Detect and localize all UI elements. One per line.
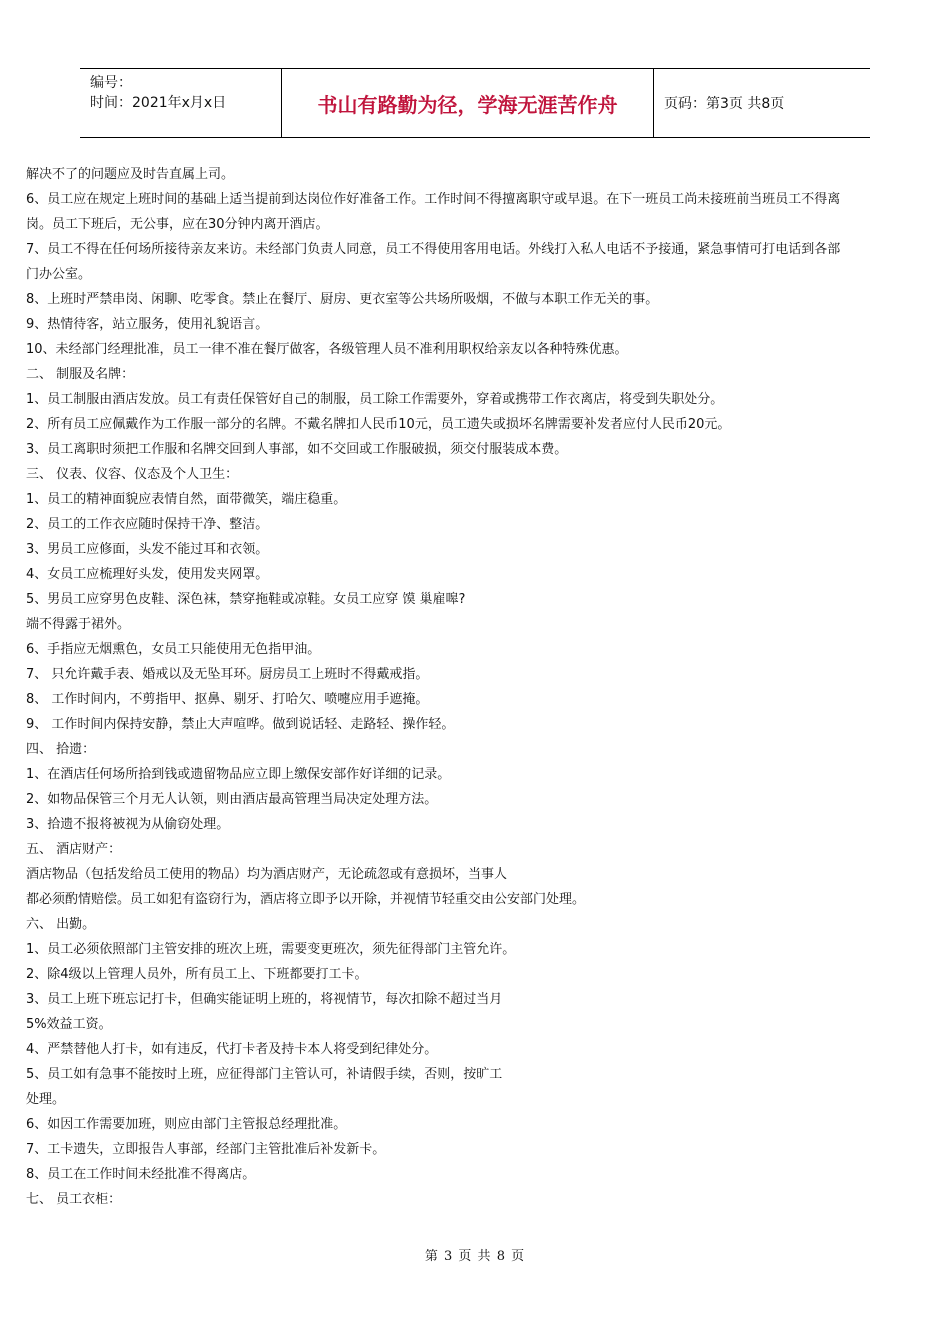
- text-line: 3、男员工应修面，头发不能过耳和衣领。: [26, 542, 269, 557]
- text-line: 5%效益工资。: [26, 1017, 112, 1032]
- document-number-label: 编号：: [90, 75, 132, 91]
- text-line: 二、 制服及名牌：: [26, 367, 135, 382]
- text-line: 3、员工上班下班忘记打卡，但确实能证明上班的，将视情节，每次扣除不超过当月: [26, 992, 503, 1007]
- text-line: 9、热情待客，站立服务，使用礼貌语言。: [26, 317, 269, 332]
- text-line: 五、 酒店财产：: [26, 842, 122, 857]
- text-line: 6、如因工作需要加班，则应由部门主管报总经理批准。: [26, 1117, 347, 1132]
- text-line: 都必须酌情赔偿。员工如犯有盗窃行为，酒店将立即予以开除，并视情节轻重交由公安部门处理。: [26, 892, 586, 907]
- text-line: 3、拾遗不报将被视为从偷窃处理。: [26, 817, 230, 832]
- text-line: 三、 仪表、仪容、仪态及个人卫生：: [26, 467, 239, 482]
- text-line: 七、 员工衣柜：: [26, 1192, 122, 1207]
- text-line: 8、员工在工作时间未经批准不得离店。: [26, 1167, 256, 1182]
- text-line: 门办公室。: [26, 267, 92, 282]
- text-line: 4、严禁替他人打卡，如有违反，代打卡者及持卡本人将受到纪律处分。: [26, 1042, 438, 1057]
- text-line: 6、员工应在规定上班时间的基础上适当提前到达岗位作好准备工作。工作时间不得擅离职守或早退。在下一班员工尚未接班前当班员工不得离: [26, 192, 841, 207]
- text-line: 2、除4级以上管理人员外，所有员工上、下班都要打工卡。: [26, 967, 368, 982]
- text-line: 1、员工制服由酒店发放。员工有责任保管好自己的制服，员工除工作需要外，穿着或携带工作衣离店，将受到失职处分。: [26, 392, 724, 407]
- document-body: [26, 162, 931, 1212]
- header-motto: 书山有路勤为径，学海无涯苦作舟: [281, 69, 654, 137]
- text-line: 5、男员工应穿男色皮鞋、深色袜，禁穿拖鞋或凉鞋。女员工应穿 馍 巢雇嗥?: [26, 592, 466, 607]
- text-line: 7、工卡遗失，立即报告人事部，经部门主管批准后补发新卡。: [26, 1142, 386, 1157]
- text-line: 8、 工作时间内，不剪指甲、抠鼻、剔牙、打哈欠、喷嚏应用手遮掩。: [26, 692, 429, 707]
- text-line: 1、在酒店任何场所拾到钱或遗留物品应立即上缴保安部作好详细的记录。: [26, 767, 451, 782]
- text-line: 3、员工离职时须把工作服和名牌交回到人事部，如不交回或工作服破损，须交付服装成本费。: [26, 442, 568, 457]
- text-line: 酒店物品（包括发给员工使用的物品）均为酒店财产，无论疏忽或有意损坏，当事人: [26, 867, 508, 882]
- text-line: 10、未经部门经理批准，员工一律不准在餐厅做客，各级管理人员不准利用职权给亲友以各种特殊优惠。: [26, 342, 628, 357]
- page-footer: 第 3 页 共 8 页: [424, 1249, 526, 1264]
- text-line: 1、员工必须依照部门主管安排的班次上班，需要变更班次，须先征得部门主管允许。: [26, 942, 516, 957]
- document-date: 时间：2021年x月x日: [90, 95, 227, 111]
- page-header: [80, 68, 870, 138]
- text-line: 1、员工的精神面貌应表情自然，面带微笑，端庄稳重。: [26, 492, 347, 507]
- text-line: 4、女员工应梳理好头发，使用发夹网罩。: [26, 567, 269, 582]
- text-line: 2、所有员工应佩戴作为工作服一部分的名牌。不戴名牌扣人民币10元，员工遗失或损坏名牌需要补发者应付人民币20元。: [26, 417, 731, 432]
- text-line: 5、员工如有急事不能按时上班，应征得部门主管认可，补请假手续，否则，按旷工: [26, 1067, 503, 1082]
- text-line: 7、 只允许戴手表、婚戒以及无坠耳环。厨房员工上班时不得戴戒指。: [26, 667, 429, 682]
- text-line: 四、 拾遗：: [26, 742, 96, 757]
- text-line: 2、如物品保管三个月无人认领，则由酒店最高管理当局决定处理方法。: [26, 792, 438, 807]
- text-line: 解决不了的问题应及时告直属上司。: [26, 167, 235, 182]
- text-line: 7、员工不得在任何场所接待亲友来访。未经部门负责人同意，员工不得使用客用电话。外线打入私人电话不予接通，紧急事情可打电话到各部: [26, 242, 841, 257]
- text-line: 六、 出勤。: [26, 917, 96, 932]
- header-meta: [80, 69, 281, 137]
- text-line: 9、 工作时间内保持安静，禁止大声喧哗。做到说话轻、走路轻、操作轻。: [26, 717, 455, 732]
- text-line: 6、手指应无烟熏色，女员工只能使用无色指甲油。: [26, 642, 321, 657]
- text-line: 8、上班时严禁串岗、闲聊、吃零食。禁止在餐厅、厨房、更衣室等公共场所吸烟，不做与本职工作无关的事。: [26, 292, 659, 307]
- text-line: 2、员工的工作衣应随时保持干净、整洁。: [26, 517, 269, 532]
- text-line: 处理。: [26, 1092, 66, 1107]
- header-page-info: 页码：第3页 共8页: [664, 96, 785, 112]
- text-line: 岗。员工下班后，无公事，应在30分钟内离开酒店。: [26, 217, 329, 232]
- text-line: 端不得露于裙外。: [26, 617, 131, 632]
